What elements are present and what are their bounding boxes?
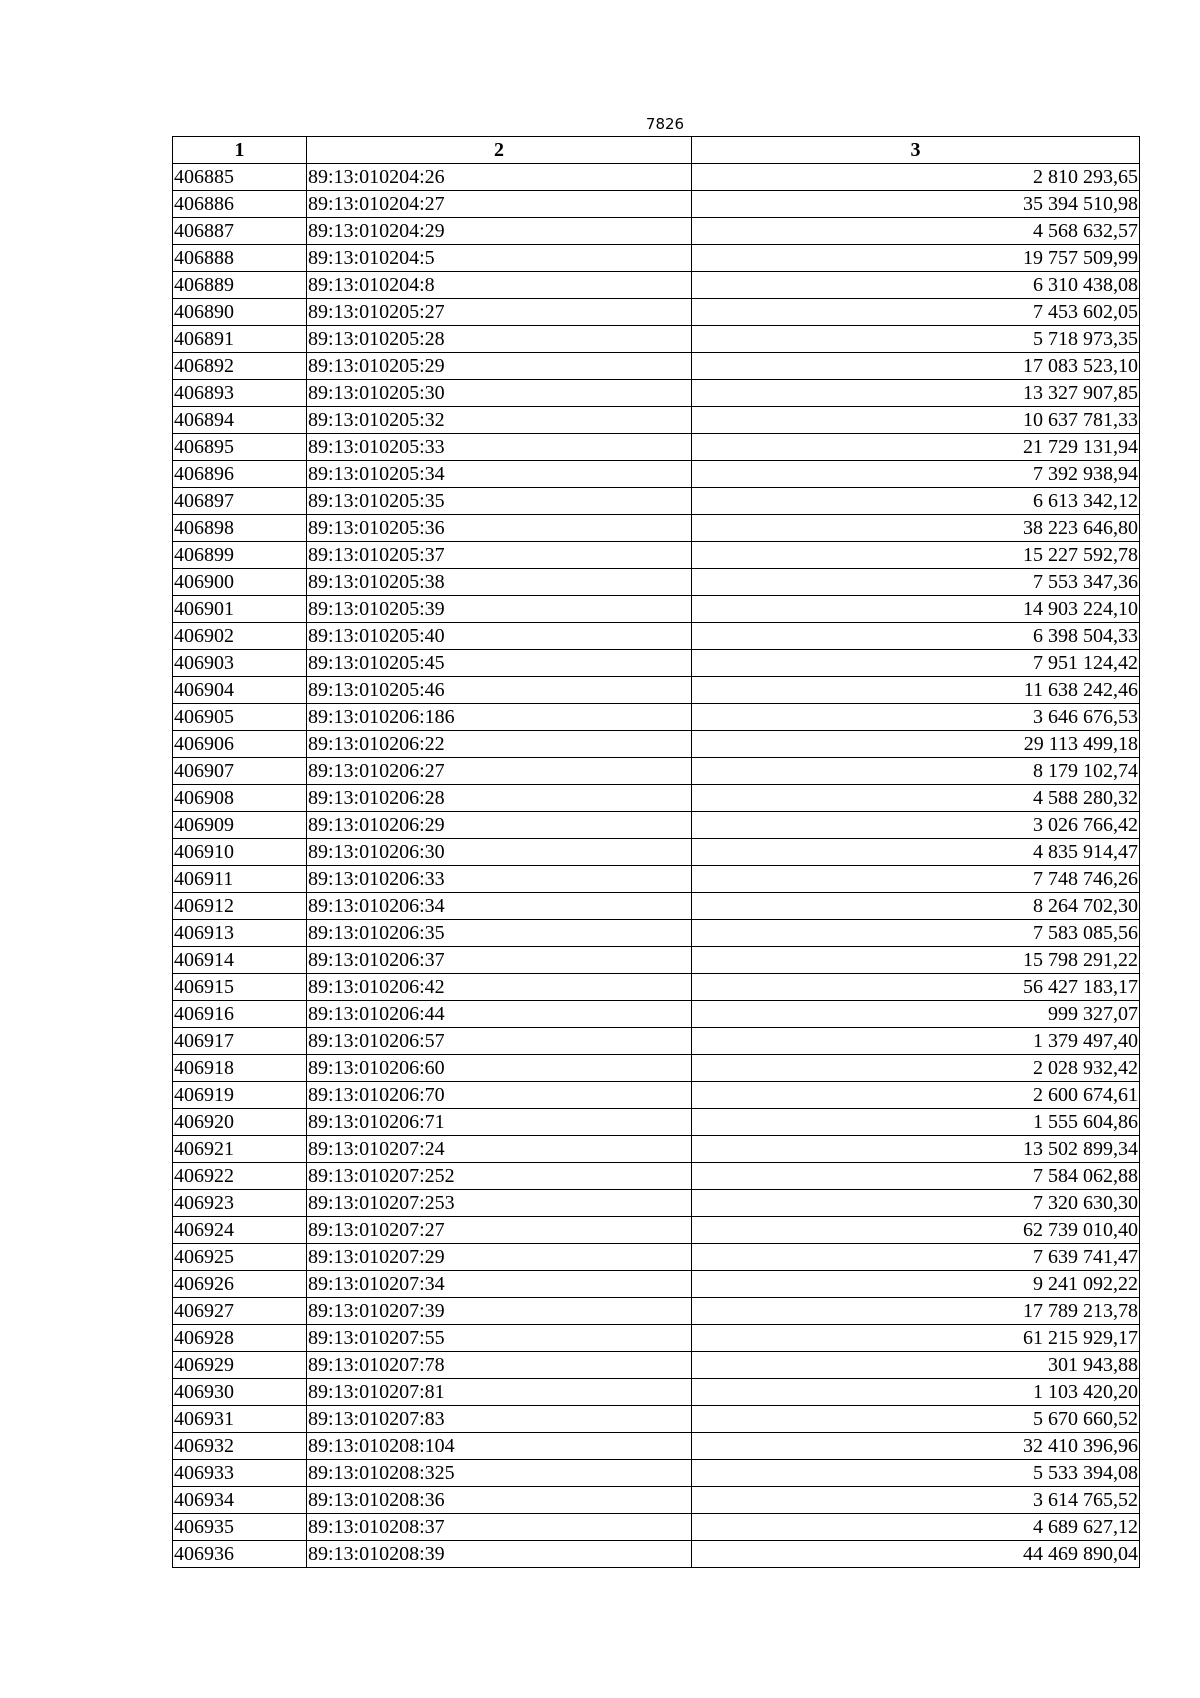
row-number-cell: 406925 [173, 1244, 307, 1271]
cadastral-number-cell: 89:13:010204:27 [307, 191, 692, 218]
table-row [173, 893, 1140, 920]
cadastral-number-cell: 89:13:010205:37 [307, 542, 692, 569]
cadastral-number-cell: 89:13:010205:40 [307, 623, 692, 650]
cadastral-number-cell: 89:13:010205:45 [307, 650, 692, 677]
table-row [173, 164, 1140, 191]
row-number-cell: 406893 [173, 380, 307, 407]
cadastral-number-cell: 89:13:010206:186 [307, 704, 692, 731]
cadastral-number-cell: 89:13:010206:42 [307, 974, 692, 1001]
data-table [172, 136, 1140, 1568]
cadastral-number-cell: 89:13:010206:44 [307, 1001, 692, 1028]
row-number-cell: 406929 [173, 1352, 307, 1379]
table-row [173, 1460, 1140, 1487]
table-row [173, 1136, 1140, 1163]
value-cell: 4 568 632,57 [692, 218, 1140, 245]
cadastral-number-cell: 89:13:010206:29 [307, 812, 692, 839]
value-cell: 7 392 938,94 [692, 461, 1140, 488]
value-cell: 56 427 183,17 [692, 974, 1140, 1001]
row-number-cell: 406902 [173, 623, 307, 650]
value-cell: 3 614 765,52 [692, 1487, 1140, 1514]
value-cell: 7 553 347,36 [692, 569, 1140, 596]
table-row [173, 191, 1140, 218]
table-row [173, 569, 1140, 596]
row-number-cell: 406905 [173, 704, 307, 731]
row-number-cell: 406897 [173, 488, 307, 515]
row-number-cell: 406911 [173, 866, 307, 893]
value-cell: 38 223 646,80 [692, 515, 1140, 542]
cadastral-number-cell: 89:13:010204:29 [307, 218, 692, 245]
value-cell: 7 453 602,05 [692, 299, 1140, 326]
cadastral-number-cell: 89:13:010207:34 [307, 1271, 692, 1298]
table-row [173, 1190, 1140, 1217]
value-cell: 13 502 899,34 [692, 1136, 1140, 1163]
table-row [173, 380, 1140, 407]
value-cell: 10 637 781,33 [692, 407, 1140, 434]
cadastral-number-cell: 89:13:010205:33 [307, 434, 692, 461]
cadastral-number-cell: 89:13:010206:37 [307, 947, 692, 974]
cadastral-number-cell: 89:13:010205:34 [307, 461, 692, 488]
table-row [173, 299, 1140, 326]
table-row [173, 731, 1140, 758]
value-cell: 61 215 929,17 [692, 1325, 1140, 1352]
value-cell: 21 729 131,94 [692, 434, 1140, 461]
table-body [173, 164, 1140, 1568]
cadastral-number-cell: 89:13:010206:33 [307, 866, 692, 893]
table-row [173, 1298, 1140, 1325]
row-number-cell: 406912 [173, 893, 307, 920]
row-number-cell: 406896 [173, 461, 307, 488]
table-row [173, 1325, 1140, 1352]
row-number-cell: 406916 [173, 1001, 307, 1028]
table-row [173, 515, 1140, 542]
value-cell: 62 739 010,40 [692, 1217, 1140, 1244]
value-cell: 999 327,07 [692, 1001, 1140, 1028]
cadastral-number-cell: 89:13:010204:8 [307, 272, 692, 299]
cadastral-number-cell: 89:13:010207:29 [307, 1244, 692, 1271]
value-cell: 14 903 224,10 [692, 596, 1140, 623]
table-row [173, 434, 1140, 461]
value-cell: 301 943,88 [692, 1352, 1140, 1379]
page-number: 7826 [645, 115, 685, 133]
table-row [173, 326, 1140, 353]
table-row [173, 1082, 1140, 1109]
cadastral-number-cell: 89:13:010204:26 [307, 164, 692, 191]
row-number-cell: 406931 [173, 1406, 307, 1433]
cadastral-number-cell: 89:13:010207:27 [307, 1217, 692, 1244]
value-cell: 4 689 627,12 [692, 1514, 1140, 1541]
row-number-cell: 406924 [173, 1217, 307, 1244]
value-cell: 4 835 914,47 [692, 839, 1140, 866]
row-number-cell: 406934 [173, 1487, 307, 1514]
row-number-cell: 406895 [173, 434, 307, 461]
value-cell: 2 028 932,42 [692, 1055, 1140, 1082]
value-cell: 8 179 102,74 [692, 758, 1140, 785]
cadastral-number-cell: 89:13:010206:57 [307, 1028, 692, 1055]
row-number-cell: 406914 [173, 947, 307, 974]
table-row [173, 623, 1140, 650]
row-number-cell: 406900 [173, 569, 307, 596]
table-row [173, 1433, 1140, 1460]
row-number-cell: 406888 [173, 245, 307, 272]
table-row [173, 1001, 1140, 1028]
value-cell: 19 757 509,99 [692, 245, 1140, 272]
table-row [173, 785, 1140, 812]
cadastral-number-cell: 89:13:010206:22 [307, 731, 692, 758]
row-number-cell: 406915 [173, 974, 307, 1001]
column-header-1: 1 [173, 137, 307, 164]
table-row [173, 758, 1140, 785]
table-row [173, 839, 1140, 866]
table-row [173, 1217, 1140, 1244]
value-cell: 15 798 291,22 [692, 947, 1140, 974]
row-number-cell: 406913 [173, 920, 307, 947]
cadastral-number-cell: 89:13:010207:39 [307, 1298, 692, 1325]
row-number-cell: 406922 [173, 1163, 307, 1190]
cadastral-number-cell: 89:13:010205:27 [307, 299, 692, 326]
cadastral-number-cell: 89:13:010206:27 [307, 758, 692, 785]
table-row [173, 596, 1140, 623]
value-cell: 6 613 342,12 [692, 488, 1140, 515]
row-number-cell: 406935 [173, 1514, 307, 1541]
row-number-cell: 406933 [173, 1460, 307, 1487]
row-number-cell: 406886 [173, 191, 307, 218]
value-cell: 4 588 280,32 [692, 785, 1140, 812]
cadastral-number-cell: 89:13:010205:38 [307, 569, 692, 596]
value-cell: 1 555 604,86 [692, 1109, 1140, 1136]
value-cell: 35 394 510,98 [692, 191, 1140, 218]
table-row [173, 407, 1140, 434]
cadastral-number-cell: 89:13:010207:24 [307, 1136, 692, 1163]
table-row [173, 1244, 1140, 1271]
cadastral-number-cell: 89:13:010206:70 [307, 1082, 692, 1109]
table-row [173, 488, 1140, 515]
row-number-cell: 406927 [173, 1298, 307, 1325]
row-number-cell: 406918 [173, 1055, 307, 1082]
value-cell: 9 241 092,22 [692, 1271, 1140, 1298]
value-cell: 17 083 523,10 [692, 353, 1140, 380]
value-cell: 2 600 674,61 [692, 1082, 1140, 1109]
value-cell: 29 113 499,18 [692, 731, 1140, 758]
table-row [173, 1271, 1140, 1298]
table-row [173, 1406, 1140, 1433]
value-cell: 32 410 396,96 [692, 1433, 1140, 1460]
row-number-cell: 406926 [173, 1271, 307, 1298]
row-number-cell: 406932 [173, 1433, 307, 1460]
value-cell: 5 533 394,08 [692, 1460, 1140, 1487]
row-number-cell: 406904 [173, 677, 307, 704]
cadastral-number-cell: 89:13:010206:28 [307, 785, 692, 812]
row-number-cell: 406917 [173, 1028, 307, 1055]
cadastral-number-cell: 89:13:010207:81 [307, 1379, 692, 1406]
cadastral-number-cell: 89:13:010206:35 [307, 920, 692, 947]
row-number-cell: 406898 [173, 515, 307, 542]
cadastral-number-cell: 89:13:010207:252 [307, 1163, 692, 1190]
column-header-2: 2 [307, 137, 692, 164]
value-cell: 44 469 890,04 [692, 1541, 1140, 1568]
row-number-cell: 406909 [173, 812, 307, 839]
cadastral-number-cell: 89:13:010208:104 [307, 1433, 692, 1460]
table-row [173, 1379, 1140, 1406]
value-cell: 7 951 124,42 [692, 650, 1140, 677]
table-row [173, 1541, 1140, 1568]
cadastral-number-cell: 89:13:010206:30 [307, 839, 692, 866]
table-row [173, 272, 1140, 299]
row-number-cell: 406921 [173, 1136, 307, 1163]
cadastral-number-cell: 89:13:010205:46 [307, 677, 692, 704]
row-number-cell: 406923 [173, 1190, 307, 1217]
value-cell: 2 810 293,65 [692, 164, 1140, 191]
table-row [173, 812, 1140, 839]
cadastral-number-cell: 89:13:010206:60 [307, 1055, 692, 1082]
cadastral-number-cell: 89:13:010206:34 [307, 893, 692, 920]
cadastral-number-cell: 89:13:010207:78 [307, 1352, 692, 1379]
table-row [173, 1028, 1140, 1055]
table-row [173, 920, 1140, 947]
row-number-cell: 406891 [173, 326, 307, 353]
row-number-cell: 406903 [173, 650, 307, 677]
cadastral-number-cell: 89:13:010205:39 [307, 596, 692, 623]
table-row [173, 542, 1140, 569]
cadastral-number-cell: 89:13:010205:30 [307, 380, 692, 407]
value-cell: 6 398 504,33 [692, 623, 1140, 650]
row-number-cell: 406907 [173, 758, 307, 785]
value-cell: 7 320 630,30 [692, 1190, 1140, 1217]
table-row [173, 218, 1140, 245]
cadastral-number-cell: 89:13:010205:29 [307, 353, 692, 380]
value-cell: 8 264 702,30 [692, 893, 1140, 920]
value-cell: 3 646 676,53 [692, 704, 1140, 731]
value-cell: 7 639 741,47 [692, 1244, 1140, 1271]
value-cell: 15 227 592,78 [692, 542, 1140, 569]
table-row [173, 1487, 1140, 1514]
table-row [173, 650, 1140, 677]
cadastral-number-cell: 89:13:010207:253 [307, 1190, 692, 1217]
value-cell: 5 670 660,52 [692, 1406, 1140, 1433]
row-number-cell: 406901 [173, 596, 307, 623]
row-number-cell: 406919 [173, 1082, 307, 1109]
row-number-cell: 406885 [173, 164, 307, 191]
table-row [173, 1163, 1140, 1190]
cadastral-number-cell: 89:13:010205:36 [307, 515, 692, 542]
row-number-cell: 406930 [173, 1379, 307, 1406]
table-row [173, 1109, 1140, 1136]
row-number-cell: 406936 [173, 1541, 307, 1568]
table-row [173, 245, 1140, 272]
table-row [173, 947, 1140, 974]
value-cell: 13 327 907,85 [692, 380, 1140, 407]
cadastral-number-cell: 89:13:010205:28 [307, 326, 692, 353]
value-cell: 7 748 746,26 [692, 866, 1140, 893]
row-number-cell: 406889 [173, 272, 307, 299]
row-number-cell: 406890 [173, 299, 307, 326]
value-cell: 1 103 420,20 [692, 1379, 1140, 1406]
table-row [173, 866, 1140, 893]
value-cell: 1 379 497,40 [692, 1028, 1140, 1055]
row-number-cell: 406920 [173, 1109, 307, 1136]
cadastral-number-cell: 89:13:010208:37 [307, 1514, 692, 1541]
row-number-cell: 406894 [173, 407, 307, 434]
value-cell: 11 638 242,46 [692, 677, 1140, 704]
value-cell: 5 718 973,35 [692, 326, 1140, 353]
cadastral-number-cell: 89:13:010204:5 [307, 245, 692, 272]
table-row [173, 461, 1140, 488]
table-row [173, 677, 1140, 704]
table-row [173, 704, 1140, 731]
row-number-cell: 406910 [173, 839, 307, 866]
cadastral-number-cell: 89:13:010205:35 [307, 488, 692, 515]
cadastral-number-cell: 89:13:010208:36 [307, 1487, 692, 1514]
cadastral-number-cell: 89:13:010205:32 [307, 407, 692, 434]
value-cell: 6 310 438,08 [692, 272, 1140, 299]
value-cell: 7 584 062,88 [692, 1163, 1140, 1190]
table-row [173, 1514, 1140, 1541]
table-row [173, 1352, 1140, 1379]
row-number-cell: 406906 [173, 731, 307, 758]
table-row [173, 353, 1140, 380]
column-header-3: 3 [692, 137, 1140, 164]
table-row [173, 1055, 1140, 1082]
table-row [173, 974, 1140, 1001]
cadastral-number-cell: 89:13:010207:83 [307, 1406, 692, 1433]
value-cell: 3 026 766,42 [692, 812, 1140, 839]
cadastral-number-cell: 89:13:010206:71 [307, 1109, 692, 1136]
row-number-cell: 406892 [173, 353, 307, 380]
cadastral-number-cell: 89:13:010208:325 [307, 1460, 692, 1487]
cadastral-number-cell: 89:13:010207:55 [307, 1325, 692, 1352]
header-row [173, 137, 1140, 164]
value-cell: 7 583 085,56 [692, 920, 1140, 947]
row-number-cell: 406887 [173, 218, 307, 245]
value-cell: 17 789 213,78 [692, 1298, 1140, 1325]
cadastral-number-cell: 89:13:010208:39 [307, 1541, 692, 1568]
row-number-cell: 406908 [173, 785, 307, 812]
row-number-cell: 406928 [173, 1325, 307, 1352]
row-number-cell: 406899 [173, 542, 307, 569]
